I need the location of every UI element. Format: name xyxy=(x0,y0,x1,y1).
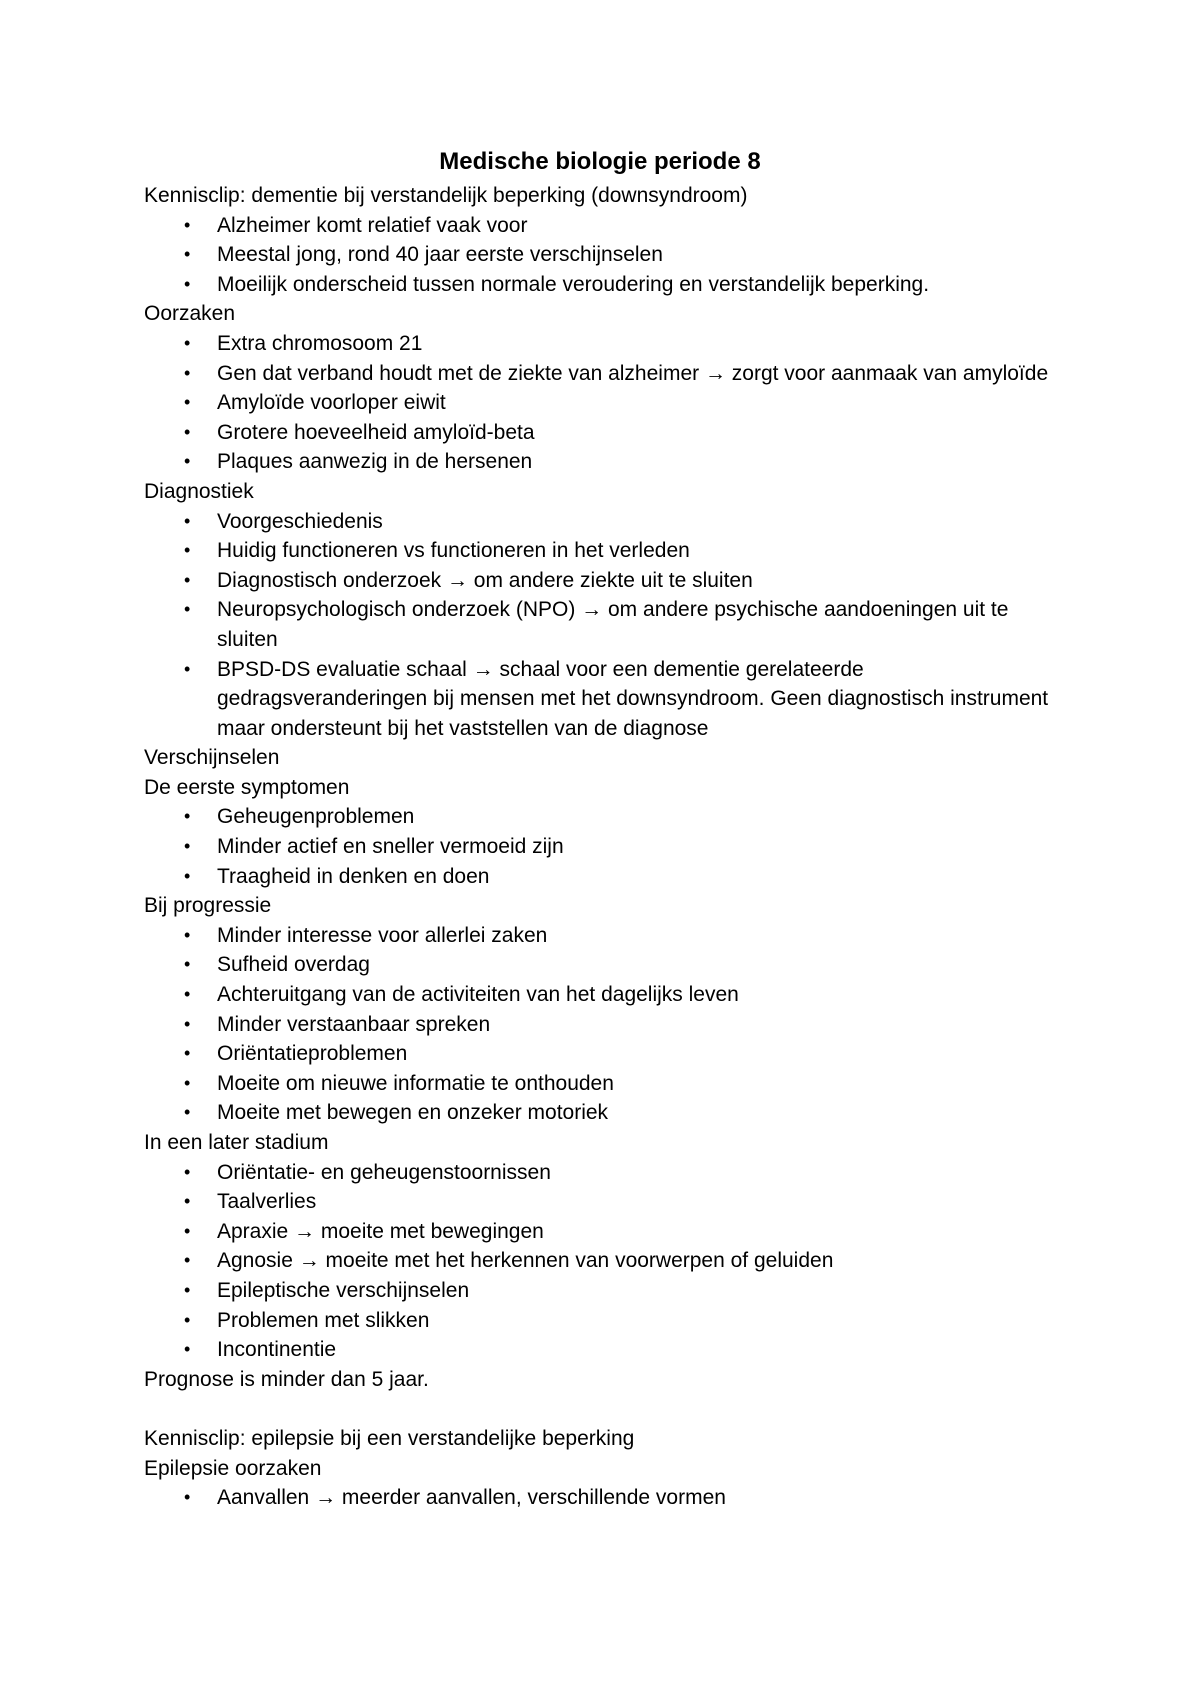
list-item xyxy=(144,1098,1064,1128)
bullet-icon: • xyxy=(184,1102,191,1123)
paragraph-line: Verschijnselen xyxy=(144,746,280,770)
list-item xyxy=(144,1217,1064,1247)
list-item xyxy=(144,832,1064,862)
bullet-icon: • xyxy=(184,599,191,620)
bullet-icon: • xyxy=(184,1191,191,1212)
blank-line xyxy=(144,1394,1064,1424)
bullet-icon: • xyxy=(184,510,191,531)
bullet-icon: • xyxy=(184,214,191,235)
list-item-text: Moeite om nieuwe informatie te onthouden xyxy=(217,1071,614,1095)
list-item-text: Meestal jong, rond 40 jaar eerste verschijnselen xyxy=(217,243,663,267)
list-item xyxy=(144,1010,1064,1040)
list-item xyxy=(144,802,1064,832)
bullet-icon: • xyxy=(184,1339,191,1360)
bullet-icon: • xyxy=(184,924,191,945)
list-item xyxy=(144,950,1064,980)
list-item-text: Huidig functioneren vs functioneren in het verleden xyxy=(217,539,690,563)
bullet-icon: • xyxy=(184,1161,191,1182)
list-item-text: Grotere hoeveelheid amyloïd-beta xyxy=(217,420,535,444)
list-item xyxy=(144,388,1064,418)
list-item-text: Taalverlies xyxy=(217,1190,317,1214)
list-item xyxy=(144,270,1064,300)
bullet-list xyxy=(144,211,1064,300)
list-item xyxy=(144,655,1064,744)
bullet-list xyxy=(144,802,1064,891)
bullet-icon: • xyxy=(184,1309,191,1330)
list-item-text: Sufheid overdag xyxy=(217,953,370,977)
list-item xyxy=(144,862,1064,892)
list-item-text: Problemen met slikken xyxy=(217,1308,430,1332)
bullet-icon: • xyxy=(184,865,191,886)
bullet-icon: • xyxy=(184,332,191,353)
paragraph-line: Bij progressie xyxy=(144,894,272,918)
list-item xyxy=(144,595,1064,654)
list-item xyxy=(144,566,1064,596)
list-item-text: Moeilijk onderscheid tussen normale veroudering en verstandelijk beperking. xyxy=(217,272,930,296)
list-item-text: Diagnostisch onderzoek → om andere ziekte uit te sluiten xyxy=(217,568,753,592)
list-item-text: Alzheimer komt relatief vaak voor xyxy=(217,213,528,237)
list-item-text: Achteruitgang van de activiteiten van het dagelijks leven xyxy=(217,983,739,1007)
list-item xyxy=(144,211,1064,241)
bullet-icon: • xyxy=(184,806,191,827)
document-title: Medische biologie periode 8 xyxy=(439,148,761,175)
bullet-list xyxy=(144,1483,1064,1513)
bullet-list xyxy=(144,921,1064,1128)
bullet-icon: • xyxy=(184,392,191,413)
bullet-list xyxy=(144,1158,1064,1365)
bullet-icon: • xyxy=(184,1250,191,1271)
list-item xyxy=(144,1335,1064,1365)
paragraph-line: In een later stadium xyxy=(144,1131,329,1154)
bullet-icon: • xyxy=(184,658,191,679)
list-item-text: Incontinentie xyxy=(217,1338,337,1362)
list-item xyxy=(144,921,1064,951)
list-item xyxy=(144,507,1064,537)
list-item xyxy=(144,447,1064,477)
list-item xyxy=(144,1187,1064,1217)
bullet-list xyxy=(144,507,1064,744)
list-item-text: Minder actief en sneller vermoeid zijn xyxy=(217,835,564,859)
bullet-icon: • xyxy=(184,451,191,472)
list-item xyxy=(144,240,1064,270)
list-item xyxy=(144,418,1064,448)
paragraph-line: De eerste symptomen xyxy=(144,775,350,799)
list-item-text: Oriëntatie- en geheugenstoornissen xyxy=(217,1160,551,1184)
list-item-text: Aanvallen → meerder aanvallen, verschillende vormen xyxy=(217,1486,726,1510)
bullet-icon: • xyxy=(184,1013,191,1034)
list-item-text: BPSD-DS evaluatie schaal → schaal voor een dementie gerelateerde gedragsveranderingen bij mensen met het downsyndroom. Geen diagnostisch instrument maar ondersteunt bij het vaststellen van de diagnose xyxy=(217,657,1049,740)
list-item-text: Plaques aanwezig in de hersenen xyxy=(217,450,533,474)
list-item xyxy=(144,1158,1064,1188)
bullet-icon: • xyxy=(184,1487,191,1508)
list-item xyxy=(144,1483,1064,1513)
bullet-icon: • xyxy=(184,1220,191,1241)
bullet-list xyxy=(144,329,1064,477)
paragraph-line: Prognose is minder dan 5 jaar. xyxy=(144,1367,429,1391)
list-item-text: Moeite met bewegen en onzeker motoriek xyxy=(217,1101,609,1125)
bullet-icon: • xyxy=(184,1279,191,1300)
list-item-text: Minder verstaanbaar spreken xyxy=(217,1012,491,1036)
list-item xyxy=(144,1276,1064,1306)
list-item-text: Traagheid in denken en doen xyxy=(217,864,490,888)
paragraph-line: Epilepsie oorzaken xyxy=(144,1456,322,1480)
list-item-text: Oriëntatieproblemen xyxy=(217,1042,408,1066)
list-item xyxy=(144,1246,1064,1276)
list-item-text: Extra chromosoom 21 xyxy=(217,331,423,355)
bullet-icon: • xyxy=(184,1043,191,1064)
list-item xyxy=(144,1069,1064,1099)
bullet-icon: • xyxy=(184,954,191,975)
list-item-text: Apraxie → moeite met bewegingen xyxy=(217,1219,544,1243)
bullet-icon: • xyxy=(184,1072,191,1093)
list-item-text: Agnosie → moeite met het herkennen van voorwerpen of geluiden xyxy=(217,1249,834,1273)
list-item-text: Amyloïde voorloper eiwit xyxy=(217,391,446,415)
bullet-icon: • xyxy=(184,244,191,265)
bullet-icon: • xyxy=(184,273,191,294)
list-item-text: Epileptische verschijnselen xyxy=(217,1278,470,1302)
bullet-icon: • xyxy=(184,362,191,383)
list-item-text: Gen dat verband houdt met de ziekte van alzheimer → zorgt voor aanmaak van amyloïde xyxy=(217,361,1049,385)
list-item xyxy=(144,1039,1064,1069)
list-item xyxy=(144,329,1064,359)
list-item-text: Minder interesse voor allerlei zaken xyxy=(217,923,548,947)
paragraph-line: Kennisclip: dementie bij verstandelijk beperking (downsyndroom) xyxy=(144,184,748,207)
list-item xyxy=(144,1306,1064,1336)
list-item-text: Neuropsychologisch onderzoek (NPO) → om andere psychische aandoeningen uit te sluiten xyxy=(217,598,1009,651)
bullet-icon: • xyxy=(184,984,191,1005)
list-item xyxy=(144,980,1064,1010)
bullet-icon: • xyxy=(184,421,191,442)
paragraph-line: Oorzaken xyxy=(144,302,236,326)
bullet-icon: • xyxy=(184,836,191,857)
bullet-icon: • xyxy=(184,540,191,561)
list-item xyxy=(144,359,1064,389)
bullet-icon: • xyxy=(184,569,191,590)
list-item-text: Voorgeschiedenis xyxy=(217,509,383,533)
list-item xyxy=(144,536,1064,566)
document-body xyxy=(144,181,1064,1513)
list-item-text: Geheugenproblemen xyxy=(217,805,415,829)
paragraph-line: Kennisclip: epilepsie bij een verstandelijke beperking xyxy=(144,1426,635,1450)
paragraph-line: Diagnostiek xyxy=(144,479,254,503)
